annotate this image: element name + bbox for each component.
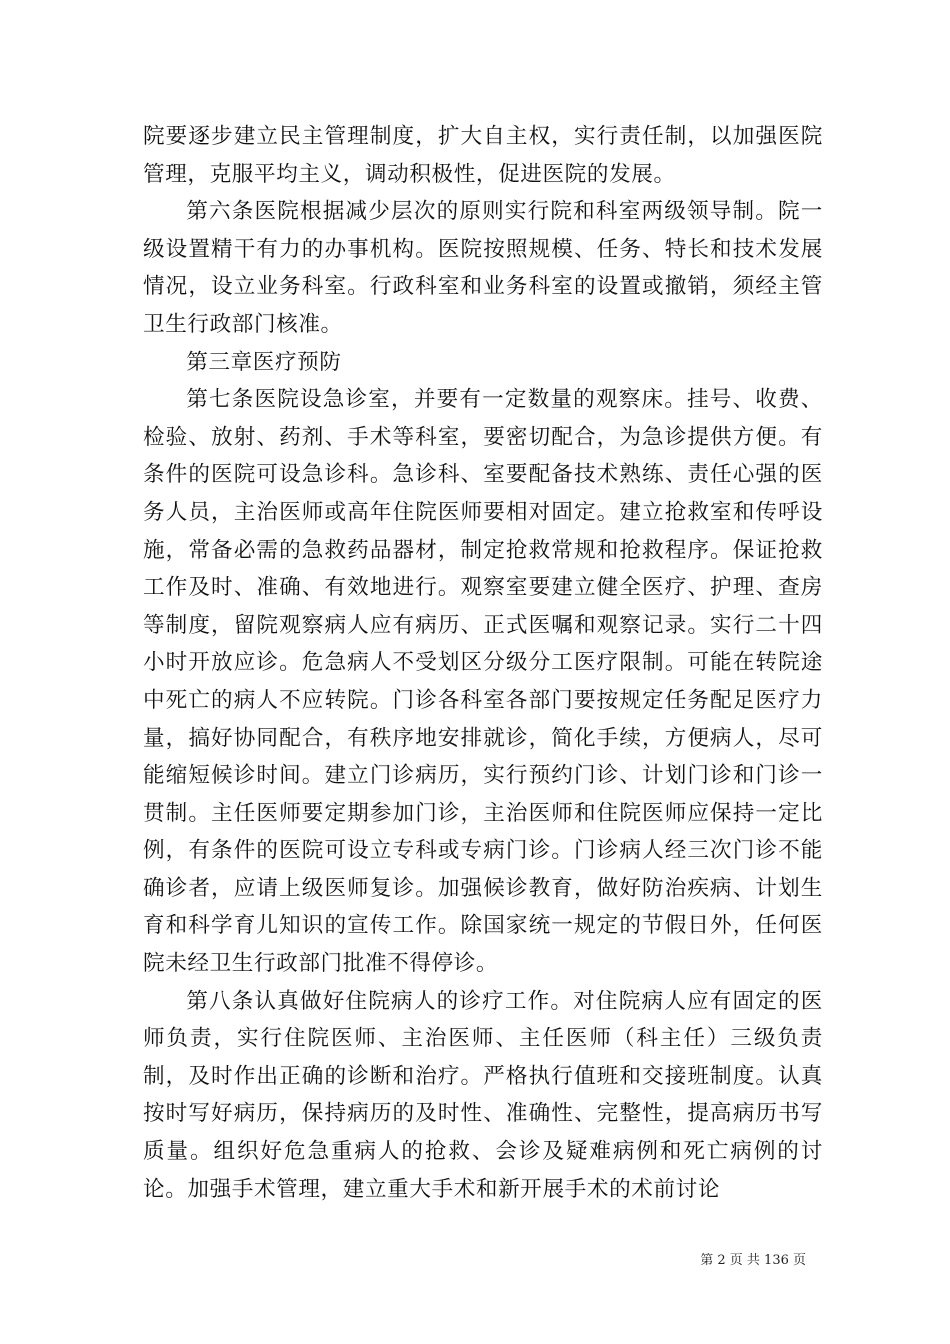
paragraph-article-8: 第八条认真做好住院病人的诊疗工作。对住院病人应有固定的医师负责，实行住院医师、主治医师、主任医师（科主任）三级负责制，及时作出正确的诊断和治疗。严格执行值班和交接班制度。认真按时写好病历，保持病历的及时性、准确性、完整性，提高病历书写质量。组织好危急重病人的抢救、会诊及疑难病例和死亡病例的讨论。加强手术管理，建立重大手术和新开展手术的术前讨论 — [143, 988, 823, 1202]
document-body — [143, 118, 823, 1208]
paragraph-continuation: 院要逐步建立民主管理制度，扩大自主权，实行责任制，以加强医院管理，克服平均主义，调动积极性，促进医院的发展。 — [143, 124, 823, 187]
paragraph-article-7: 第七条医院设急诊室，并要有一定数量的观察床。挂号、收费、检验、放射、药剂、手术等科室，要密切配合，为急诊提供方便。有条件的医院可设急诊科。急诊科、室要配备技术熟练、责任心强的医务人员，主治医师或高年住院医师要相对固定。建立抢救室和传呼设施，常备必需的急救药品器材，制定抢救常规和抢救程序。保证抢救工作及时、准确、有效地进行。观察室要建立健全医疗、护理、查房等制度，留院观察病人应有病历、正式医嘱和观察记录。实行二十四小时开放应诊。危急病人不受划区分级分工医疗限制。可能在转院途中死亡的病人不应转院。门诊各科室各部门要按规定任务配足医疗力量，搞好协同配合，有秩序地安排就诊，简化手续，方便病人，尽可能缩短候诊时间。建立门诊病历，实行预约门诊、计划门诊和门诊一贯制。主任医师要定期参加门诊，主治医师和住院医师应保持一定比例，有条件的医院可设立专科或专病门诊。门诊病人经三次门诊不能确诊者，应请上级医师复诊。加强候诊教育，做好防治疾病、计划生育和科学育儿知识的宣传工作。除国家统一规定的节假日外，任何医院未经卫生行政部门批准不得停诊。 — [143, 387, 823, 977]
chapter-heading: 第三章医疗预防 — [186, 349, 342, 375]
page-number-footer: 第 2 页 共 136 页 — [700, 1253, 806, 1268]
paragraph-article-6: 第六条医院根据减少层次的原则实行院和科室两级领导制。院一级设置精干有力的办事机构。医院按照规模、任务、特长和技术发展情况，设立业务科室。行政科室和业务科室的设置或撤销，须经主管卫生行政部门核准。 — [143, 199, 823, 337]
